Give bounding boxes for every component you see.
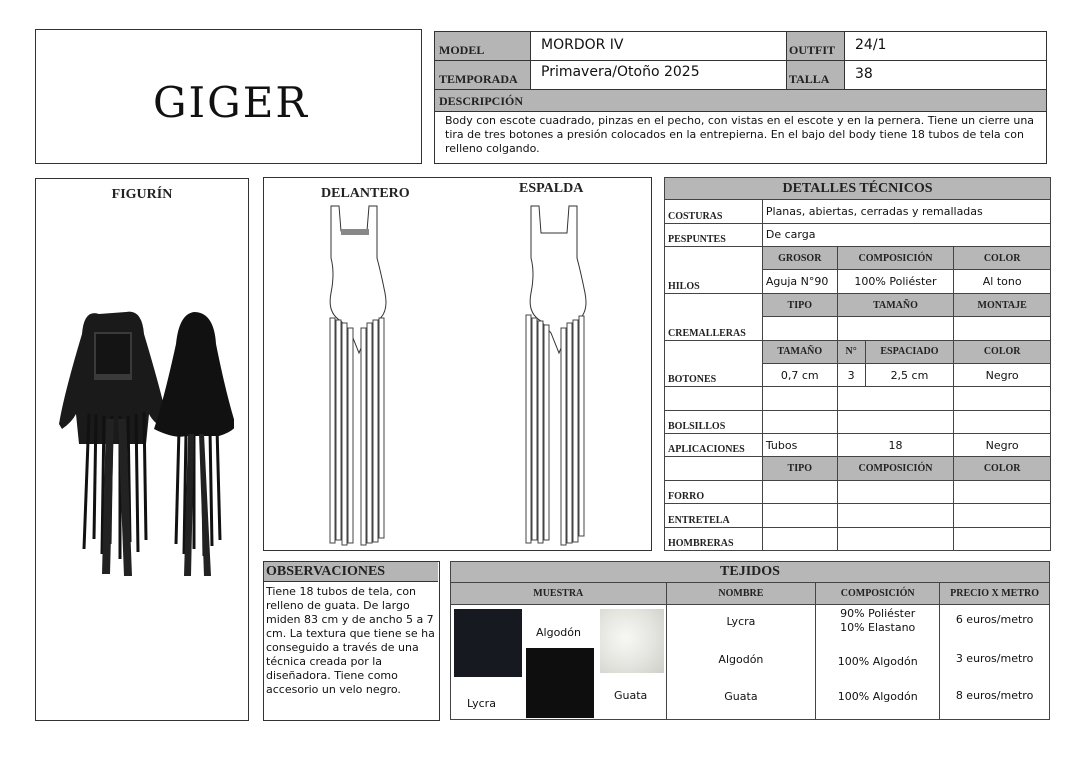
cremalleras-header: TIPO	[762, 293, 837, 316]
descripcion-text: Body con escote cuadrado, pinzas en el pecho, con vistas en el escote y en la pernera. Tiene un cierre una tira de tres botones a presión colocados en la entrepierna. En el bajo del body tiene 18 tubos de tela con relleno colgando.	[435, 112, 1047, 164]
botones-color: Negro	[954, 363, 1051, 386]
swatch-label-algodon: Algodón	[536, 626, 581, 639]
hilos-color: Al tono	[954, 270, 1051, 293]
figure-front	[59, 312, 168, 576]
observaciones-text: Tiene 18 tubos de tela, con relleno de guata. De largo miden 83 cm y de ancho 5 a 7 cm. La textura que tiene se ha conseguido a través de una técnica creada por la diseñadora. Tiene como accesorio un velo negro.	[266, 585, 435, 696]
tejidos-header: MUESTRA	[451, 583, 667, 605]
hilos-header: COLOR	[954, 247, 1051, 270]
swatch-label-lycra: Lycra	[467, 697, 496, 710]
aplicaciones-cantidad: 18	[837, 434, 954, 457]
flat-back-drawing	[519, 203, 599, 548]
tejido-precio: 6 euros/metro	[955, 613, 1034, 626]
tejido-composicion: 100% Algodón	[837, 655, 918, 668]
tejidos-header: COMPOSICIÓN	[816, 583, 940, 605]
talla-value: 38	[845, 61, 1047, 90]
figurin-box	[35, 178, 249, 721]
detalles-title: DETALLES TÉCNICOS	[665, 178, 1051, 200]
botones-header: ESPACIADO	[865, 340, 954, 363]
temporada-value: Primavera/Otoño 2025	[531, 61, 787, 90]
outfit-label: OUTFIT	[787, 32, 845, 61]
tejido-composicion: 90% Poliéster 10% Elastano	[840, 607, 916, 634]
cremalleras-header: MONTAJE	[954, 293, 1051, 316]
forro-header: TIPO	[762, 457, 837, 480]
model-value: MORDOR IV	[531, 32, 787, 61]
botones-tamano: 0,7 cm	[762, 363, 837, 386]
temporada-label: TEMPORADA	[435, 61, 531, 90]
botones-numero: 3	[837, 363, 865, 386]
tejido-nombre: Lycra	[726, 615, 756, 628]
aplicaciones-label: APLICACIONES	[665, 434, 763, 457]
hilos-header: COMPOSICIÓN	[837, 247, 954, 270]
observaciones-box	[263, 561, 440, 721]
figurin-illustration	[54, 304, 234, 584]
delantero-title: DELANTERO	[321, 186, 410, 201]
forro-label: FORRO	[665, 480, 763, 503]
hilos-label: HILOS	[665, 247, 763, 294]
costuras-label: COSTURAS	[665, 200, 763, 223]
composicion-cell	[816, 605, 940, 720]
tejido-precio: 3 euros/metro	[955, 652, 1034, 665]
pespuntes-value: De carga	[762, 223, 1050, 246]
forro-header: COLOR	[954, 457, 1051, 480]
botones-header: N°	[837, 340, 865, 363]
brand-logo: GIGER	[153, 78, 309, 127]
tejidos-table	[450, 561, 1050, 720]
cremalleras-label: CREMALLERAS	[665, 293, 763, 340]
botones-espaciado: 2,5 cm	[865, 363, 954, 386]
nombre-cell	[666, 605, 816, 720]
aplicaciones-tipo: Tubos	[762, 434, 837, 457]
precio-cell	[940, 605, 1050, 720]
botones-header: TAMAÑO	[762, 340, 837, 363]
bolsillos-label: BOLSILLOS	[665, 410, 763, 433]
swatch-guata	[600, 609, 664, 673]
entretela-label: ENTRETELA	[665, 504, 763, 527]
tejido-nombre: Algodón	[718, 653, 764, 666]
tejidos-header: NOMBRE	[666, 583, 816, 605]
header-info-table	[434, 31, 1047, 164]
forro-header: COMPOSICIÓN	[837, 457, 954, 480]
outfit-value: 24/1	[845, 32, 1047, 61]
tejido-composicion: 100% Algodón	[837, 690, 918, 703]
cremalleras-header: TAMAÑO	[837, 293, 954, 316]
muestra-cell	[451, 605, 667, 720]
descripcion-label: DESCRIPCIÓN	[435, 90, 1047, 112]
pespuntes-label: PESPUNTES	[665, 223, 763, 246]
flat-front-drawing	[319, 203, 399, 548]
figure-back	[154, 312, 234, 576]
botones-header: COLOR	[954, 340, 1051, 363]
swatch-algodon	[526, 648, 594, 718]
swatch-label-guata: Guata	[614, 689, 648, 702]
botones-label: BOTONES	[665, 340, 763, 387]
flats-box	[263, 177, 652, 551]
model-label: MODEL	[435, 32, 531, 61]
figurin-title: FIGURÍN	[111, 187, 173, 202]
talla-label: TALLA	[787, 61, 845, 90]
brand-box	[35, 29, 422, 164]
aplicaciones-color: Negro	[954, 434, 1051, 457]
hilos-composicion: 100% Poliéster	[837, 270, 954, 293]
tejidos-title: TEJIDOS	[451, 562, 1050, 583]
hilos-grosor: Aguja N°90	[762, 270, 837, 293]
tejido-nombre: Guata	[724, 690, 758, 703]
observaciones-title: OBSERVACIONES	[264, 562, 438, 582]
swatch-lycra	[454, 609, 522, 677]
tejidos-header: PRECIO X METRO	[940, 583, 1050, 605]
hilos-header: GROSOR	[762, 247, 837, 270]
tejido-precio: 8 euros/metro	[955, 689, 1034, 702]
espalda-title: ESPALDA	[519, 181, 584, 196]
hombreras-label: HOMBRERAS	[665, 527, 763, 550]
detalles-tecnicos-table	[664, 177, 1051, 551]
costuras-value: Planas, abiertas, cerradas y remalladas	[762, 200, 1050, 223]
